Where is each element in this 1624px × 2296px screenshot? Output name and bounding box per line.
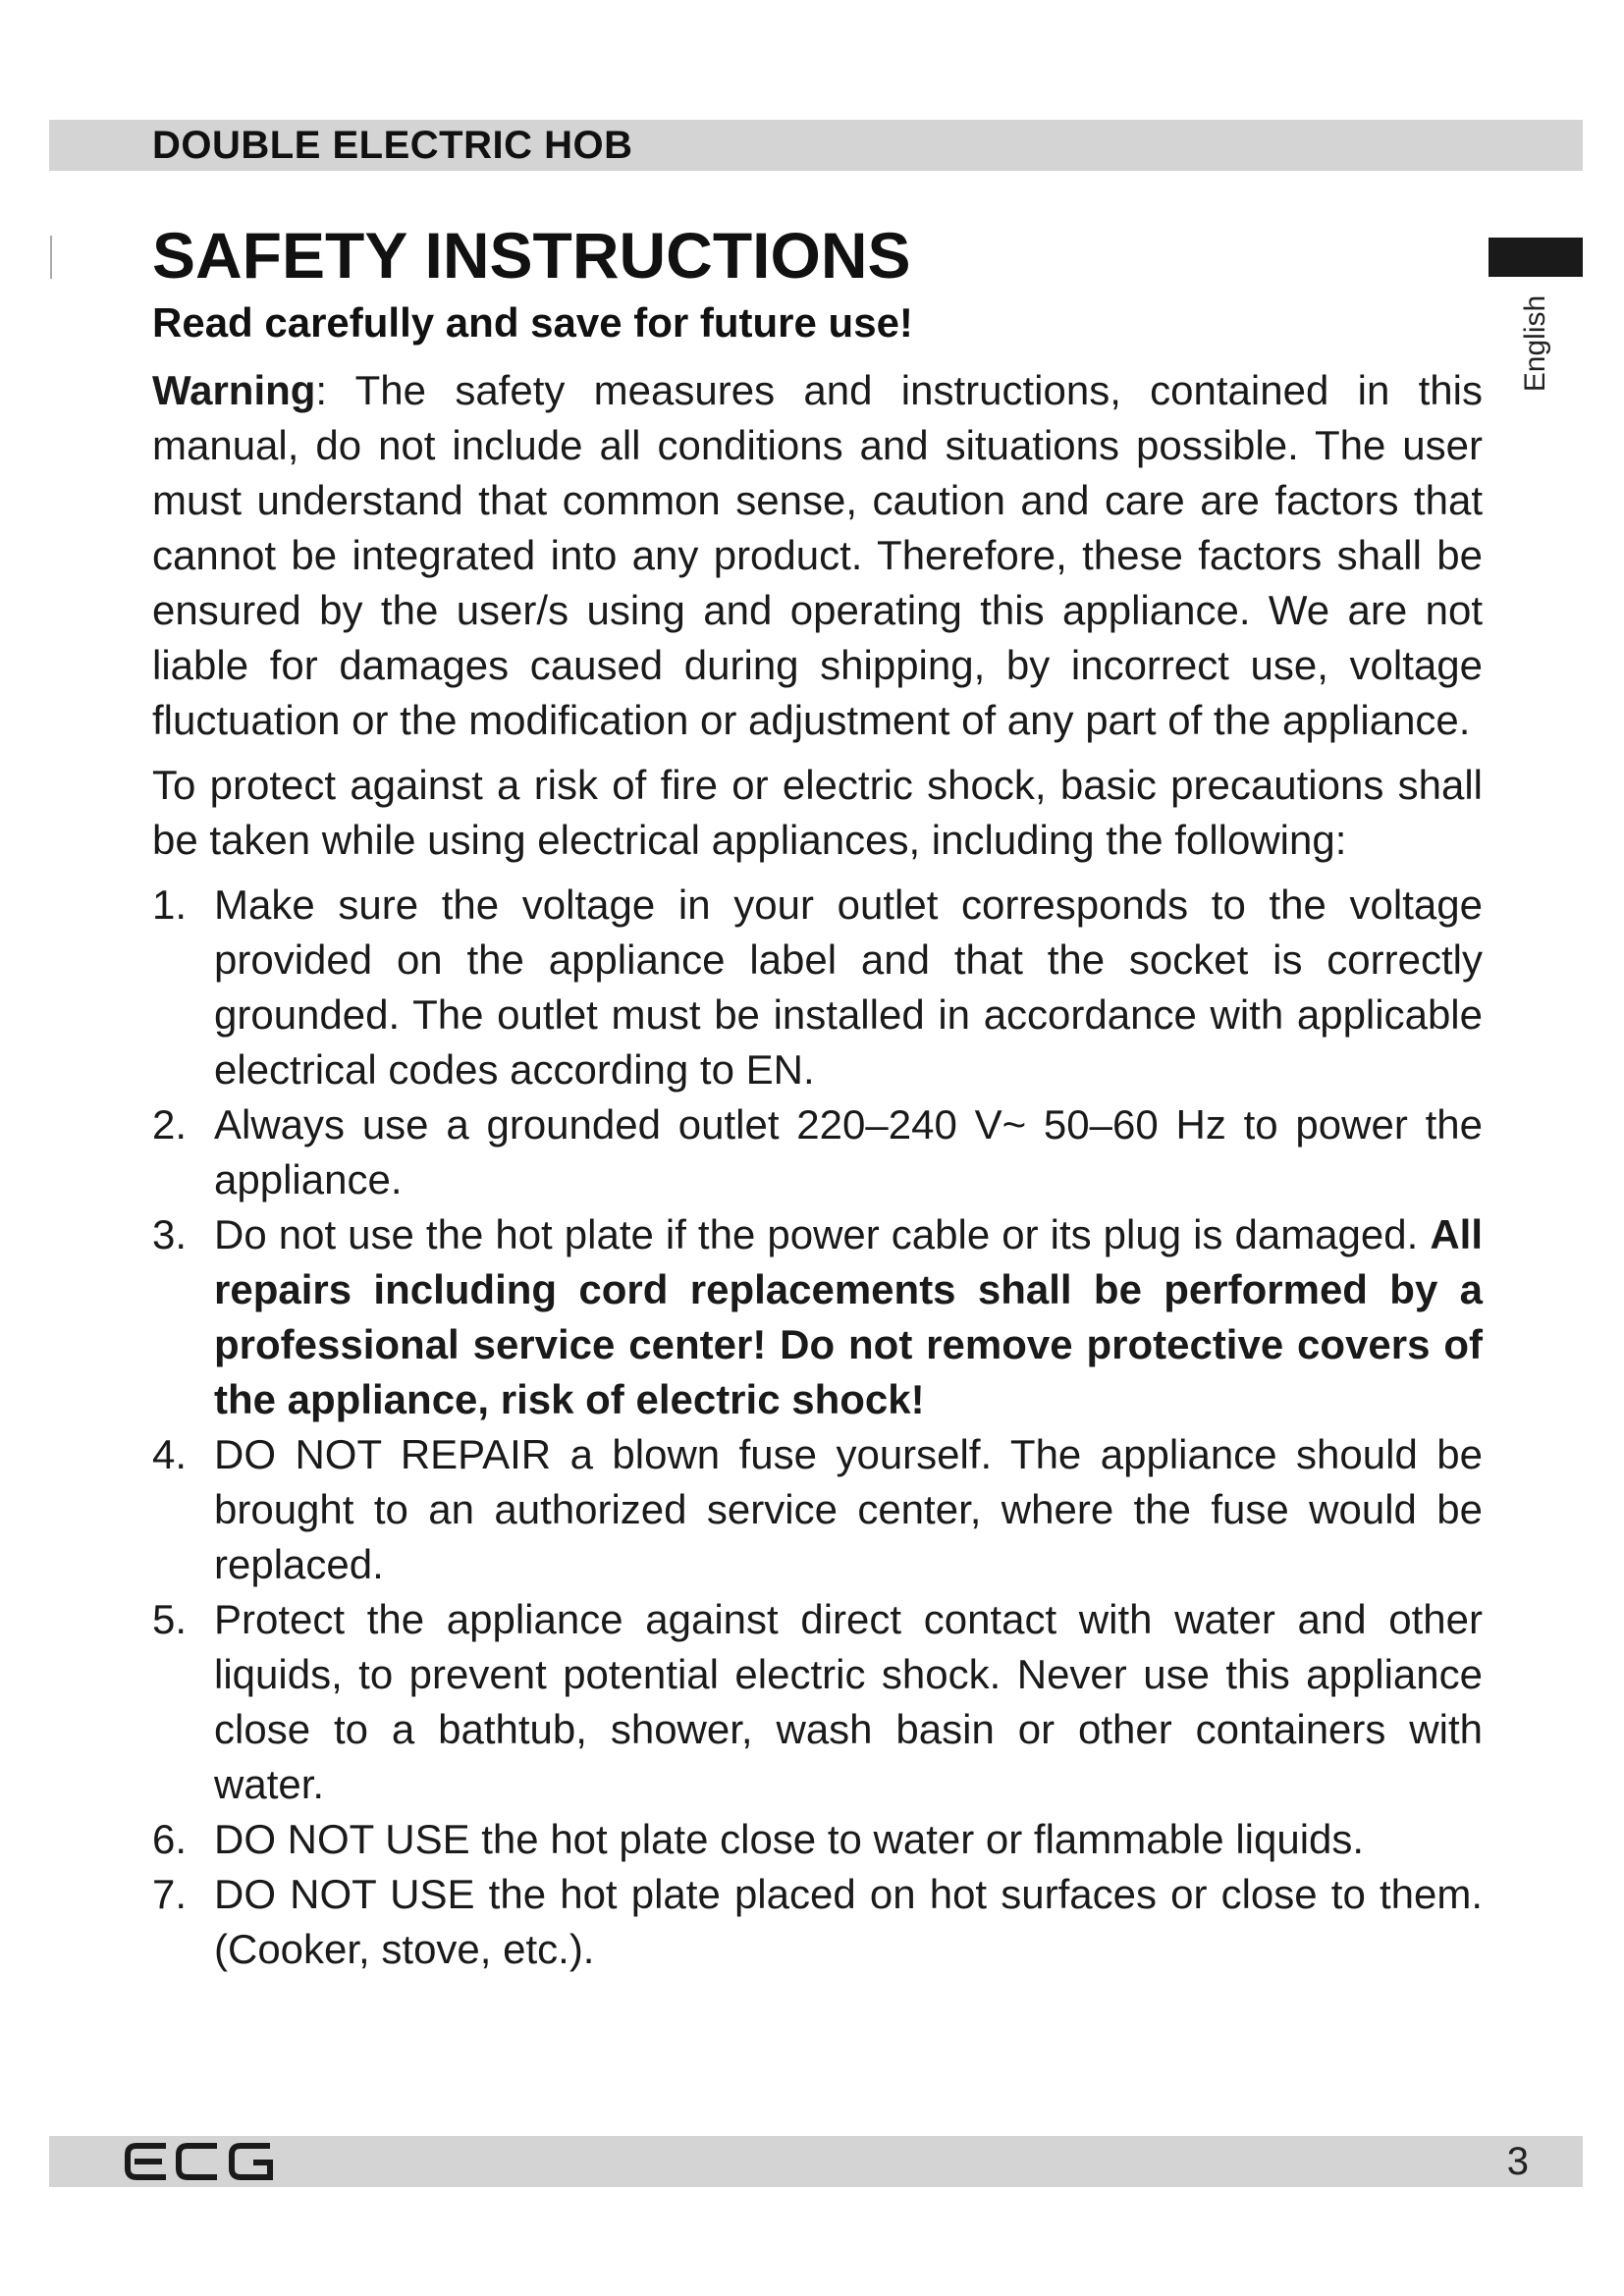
item-number: 1.	[152, 881, 188, 928]
ecg-logo	[123, 2140, 280, 2183]
page-number: 3	[1506, 2140, 1529, 2183]
margin-tick	[50, 236, 52, 279]
list-item	[152, 878, 1483, 1097]
item-number: 4.	[152, 1431, 188, 1477]
header-band	[49, 120, 1583, 171]
warning-text: : The safety measures and instructions, contained in this manual, do not include all conditions and situations possible. The user must understand that common sense, caution and care are factors that cannot be integrated into any product. Therefore, these factors shall be ensured by the user/s using and operating this appliance. We are not liable for damages caused during shipping, by incorrect use, voltage fluctuation or the modification or adjustment of any part of the appliance.	[152, 367, 1483, 743]
item-number: 2.	[152, 1101, 188, 1148]
item-text: Protect the appliance against direct contact with water and other liquids, to prevent potential electric shock. Never use this appliance close to a bathtub, shower, wash basin or other containers with water.	[214, 1596, 1483, 1807]
item-text: DO NOT REPAIR a blown fuse yourself. The appliance should be brought to an authorized service center, where the fuse would be replaced.	[214, 1431, 1483, 1587]
list-item	[152, 1812, 1483, 1867]
item-text: DO NOT USE the hot plate close to water or flammable liquids.	[214, 1816, 1365, 1862]
item-text: DO NOT USE the hot plate placed on hot surfaces or close to them. (Cooker, stove, etc.).	[214, 1871, 1483, 1972]
item-number: 5.	[152, 1596, 188, 1642]
item-number: 3.	[152, 1211, 188, 1257]
language-label: English	[1519, 294, 1551, 393]
intro-paragraph: To protect against a risk of fire or electric shock, basic precautions shall be taken while using electrical appliances, including the following:	[152, 762, 1483, 863]
list-item	[152, 1867, 1483, 1977]
item-text: Always use a grounded outlet 220–240 V~ 50–60 Hz to power the appliance.	[214, 1101, 1483, 1202]
list-item	[152, 1427, 1483, 1592]
language-tab	[1489, 238, 1583, 277]
item-number: 7.	[152, 1871, 188, 1917]
main-content	[152, 216, 1483, 1977]
header-title: DOUBLE ELECTRIC HOB	[152, 124, 633, 167]
item-bold-warning: All repairs including cord replacements shall be performed by a professional service center! Do not remove protective covers of the appliance, risk of electric shock!	[214, 1211, 1484, 1422]
warning-paragraph	[152, 363, 1483, 748]
safety-list	[152, 878, 1483, 1977]
item-number: 6.	[152, 1816, 188, 1862]
list-item	[152, 1097, 1483, 1207]
item-text: Make sure the voltage in your outlet corresponds to the voltage provided on the appliance label and that the socket is correctly grounded. The outlet must be installed in accordance with applicable electrical codes according to EN.	[214, 881, 1483, 1093]
warning-label: Warning	[152, 367, 316, 413]
list-item	[152, 1592, 1483, 1812]
page-subtitle: Read carefully and save for future use!	[152, 299, 913, 346]
item-text: Do not use the hot plate if the power cable or its plug is damaged.	[214, 1211, 1419, 1257]
page-title: SAFETY INSTRUCTIONS	[152, 219, 911, 292]
list-item	[152, 1207, 1483, 1427]
